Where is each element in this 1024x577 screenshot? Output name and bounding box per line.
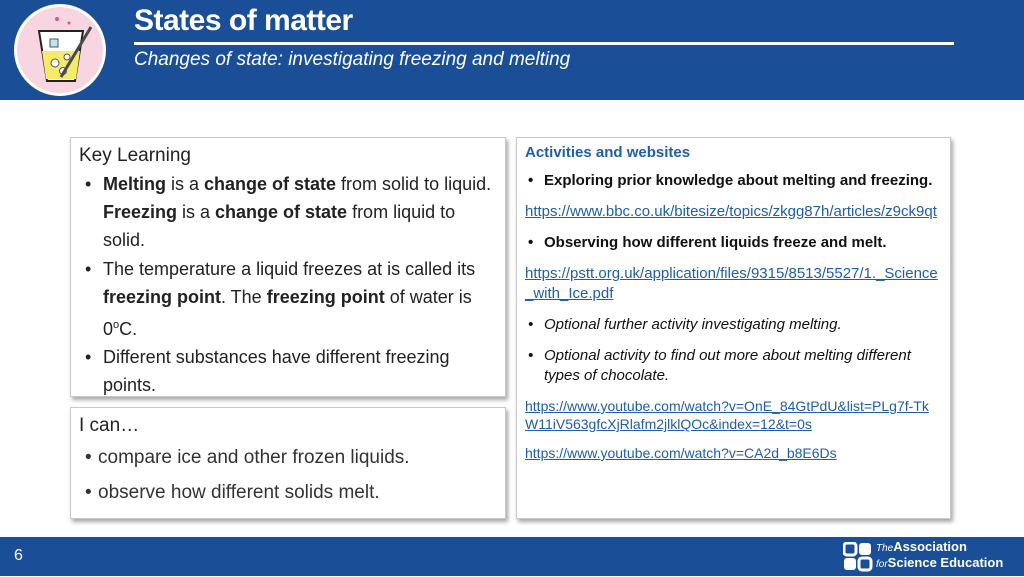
text-run: freezing point bbox=[103, 286, 221, 307]
youtube-video-link[interactable]: https://www.youtube.com/watch?v=CA2d_b8E6Ds bbox=[525, 445, 837, 461]
text-run: The temperature a liquid freezes at is called its bbox=[103, 258, 476, 279]
text-run: C. bbox=[119, 319, 138, 340]
activity-optional-melting: • Optional further activity investigating melting. bbox=[525, 315, 942, 335]
key-learning-list bbox=[79, 170, 497, 400]
text-run: from solid to liquid. bbox=[336, 174, 492, 194]
key-learning-item bbox=[79, 343, 497, 399]
activity-optional-chocolate: • Optional activity to find out more about melting different types of chocolate. bbox=[525, 346, 942, 386]
key-learning-item bbox=[79, 170, 497, 255]
text-run: from liquid to solid. bbox=[103, 202, 456, 251]
text-run: Different substances have different freezing points. bbox=[103, 347, 450, 396]
activity-exploring-prior-knowledge: • Exploring prior knowledge about melting and freezing. bbox=[525, 171, 942, 191]
org-line2: Science Education bbox=[887, 555, 1004, 570]
text-run: of water is 0 bbox=[103, 286, 472, 340]
i-can-list bbox=[79, 440, 497, 510]
text-run: o bbox=[113, 319, 120, 332]
ase-logo-text bbox=[876, 540, 1003, 572]
text-run: change of state bbox=[215, 202, 348, 223]
page-number: 6 bbox=[14, 547, 23, 564]
page-title: States of matter bbox=[134, 4, 353, 37]
header-bar bbox=[0, 0, 1024, 100]
text-run: is a bbox=[166, 174, 205, 194]
youtube-playlist-link[interactable]: https://www.youtube.com/watch?v=OnE_84GtPdU&list=PLg7f-TkW11iV563gfcXjRlafm2jlklQOc&index=12&t=0s bbox=[525, 398, 929, 432]
activities-list-3 bbox=[525, 315, 942, 386]
i-can-box bbox=[70, 407, 506, 519]
list-item: • compare ice and other frozen liquids. bbox=[79, 440, 497, 475]
i-can-heading: I can… bbox=[79, 415, 140, 436]
org-line1: Association bbox=[893, 539, 967, 554]
text-run: is a bbox=[177, 202, 216, 223]
bbc-bitesize-link[interactable]: https://www.bbc.co.uk/bitesize/topics/zkgg87h/articles/z9ck9qt bbox=[525, 203, 937, 220]
beaker-icon bbox=[14, 4, 106, 96]
pstt-science-with-ice-link[interactable]: https://pstt.org.uk/application/files/9315/8513/5527/1._Science_with_Ice.pdf bbox=[525, 265, 938, 302]
activities-list-2 bbox=[525, 233, 942, 253]
key-learning-heading: Key Learning bbox=[79, 145, 191, 166]
text-run: change of state bbox=[204, 174, 337, 194]
text-run: Freezing bbox=[103, 202, 178, 223]
org-the: The bbox=[876, 543, 894, 554]
ase-logo-icon bbox=[843, 542, 873, 572]
text-run: freezing point bbox=[266, 286, 385, 307]
footer-bar bbox=[0, 537, 1024, 576]
text-run: . The bbox=[221, 286, 267, 307]
title-divider bbox=[134, 42, 954, 45]
activities-heading: Activities and websites bbox=[525, 144, 691, 161]
list-item: • observe how different solids melt. bbox=[79, 475, 497, 510]
key-learning-box bbox=[70, 137, 506, 397]
page-subtitle: Changes of state: investigating freezing and melting bbox=[134, 49, 571, 70]
activities-list bbox=[525, 171, 942, 191]
org-for: for bbox=[876, 559, 888, 570]
key-learning-item bbox=[79, 255, 497, 344]
activities-box bbox=[516, 137, 951, 519]
text-run: Melting bbox=[103, 174, 166, 194]
activity-observing-liquids: • Observing how different liquids freeze and melt. bbox=[525, 233, 942, 253]
